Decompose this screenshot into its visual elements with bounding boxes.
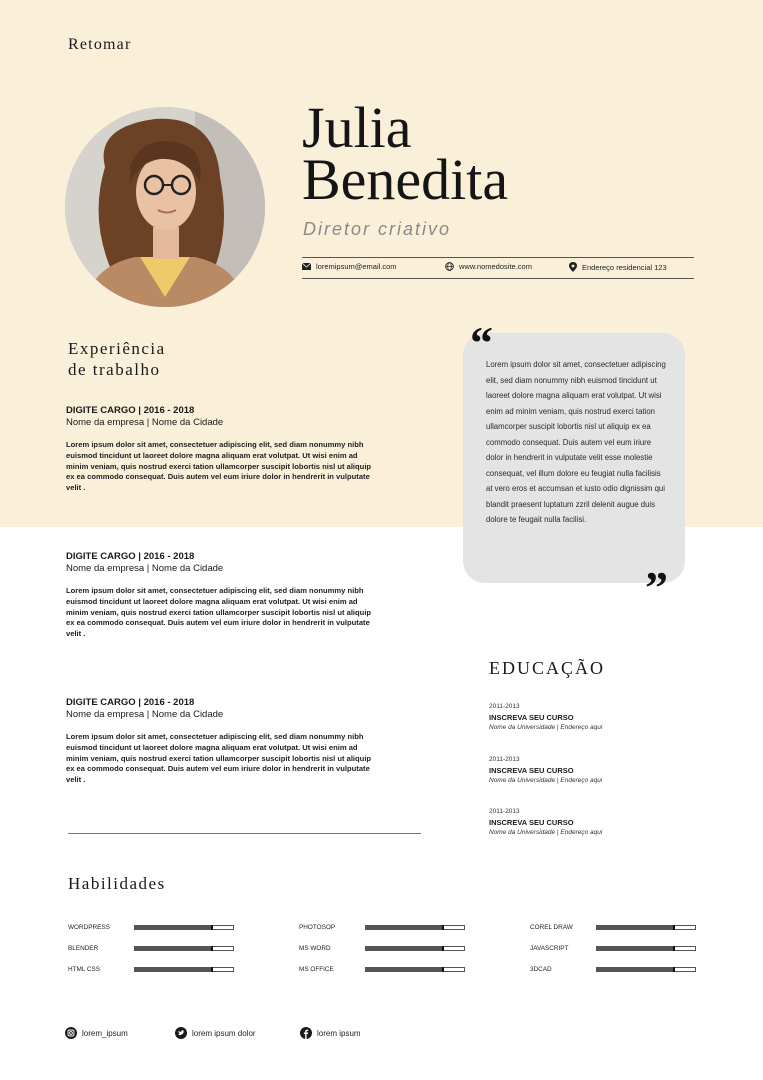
job-role: Diretor criativo: [303, 219, 452, 239]
skill-bar-marker: [673, 967, 675, 972]
skill-row: [530, 924, 696, 931]
education-entry: [489, 808, 602, 836]
education-title: EDUCAÇÃO: [489, 658, 606, 678]
profile-photo: [65, 107, 265, 307]
job-company: Nome da empresa | Nome da Cidade: [66, 709, 224, 720]
education-course: INSCREVA SEU CURSO: [489, 713, 574, 722]
skill-name: MS OFFICE: [299, 966, 334, 973]
skill-name: PHOTOSOP: [299, 924, 336, 931]
contact-email: [302, 262, 397, 271]
skill-row: [68, 924, 234, 931]
job-description: Lorem ipsum dolor sit amet, consectetuer adipiscing elit, sed diam nonummy nibh euismod tincidunt ut laoreet dolore magna aliquam erat volutpat. Ut wisi enim ad minim veniam, quis nostrud exerci tation ullamcorper suscipit lobortis nisl ut aliquip ex ea commodo consequat. Duis autem vel eum iriure dolor in hendrerit in vulputate velit .: [66, 440, 372, 493]
job-entry: [66, 405, 376, 494]
candidate-name: [302, 95, 509, 212]
address-text: Endereço residencial 123: [582, 262, 667, 272]
skill-bar: [365, 925, 465, 930]
portrait-image: [65, 107, 265, 307]
skill-bar-fill: [366, 926, 444, 929]
job-title: DIGITE CARGO | 2016 - 2018: [66, 405, 195, 416]
skill-name: MS WORD: [299, 945, 331, 952]
contact-bar: [302, 257, 694, 279]
instagram-handle: lorem_ipsum: [82, 1028, 128, 1038]
skill-name: BLENDER: [68, 945, 99, 952]
skill-bar: [596, 967, 696, 972]
skill-bar-fill: [366, 968, 444, 971]
skill-bar-fill: [597, 926, 675, 929]
instagram-icon: [65, 1027, 77, 1039]
skill-bar-fill: [135, 947, 213, 950]
skill-name: COREL DRAW: [530, 924, 573, 931]
skill-bar-fill: [135, 968, 213, 971]
envelope-icon: [302, 263, 311, 270]
skill-name: HTML CSS: [68, 966, 101, 973]
first-name: Julia: [302, 95, 412, 160]
social-twitter[interactable]: [175, 1027, 256, 1039]
education-course: INSCREVA SEU CURSO: [489, 818, 574, 827]
education-university: Nome da Universidade | Endereço aqui: [489, 829, 603, 836]
last-name: Benedita: [302, 147, 509, 212]
skill-name: WORDPRESS: [68, 924, 110, 931]
close-quote-icon: ”: [645, 562, 668, 613]
website-text: www.nomedosite.com: [459, 262, 532, 271]
skill-bar: [596, 925, 696, 930]
email-text: loremipsum@email.com: [316, 262, 397, 271]
skill-bar-marker: [211, 967, 213, 972]
experience-title-line2: de trabalho: [68, 360, 161, 379]
job-company: Nome da empresa | Nome da Cidade: [66, 417, 224, 428]
skill-bar-marker: [673, 925, 675, 930]
skill-bar-fill: [597, 968, 675, 971]
education-entry: [489, 756, 602, 784]
facebook-handle: lorem ipsum: [317, 1028, 361, 1038]
skill-row: [299, 924, 465, 931]
skill-row: [299, 945, 465, 952]
facebook-icon: [300, 1027, 312, 1039]
skill-name: 3DCAD: [530, 966, 552, 973]
job-description: Lorem ipsum dolor sit amet, consectetuer adipiscing elit, sed diam nonummy nibh euismod tincidunt ut laoreet dolore magna aliquam erat volutpat. Ut wisi enim ad minim veniam, quis nostrud exerci tation ullamcorper suscipit lobortis nisl ut aliquip ex ea commodo consequat. Duis autem vel eum iriure dolor in hendrerit in vulputate velit .: [66, 732, 372, 785]
skill-bar-marker: [442, 946, 444, 951]
twitter-icon: [175, 1027, 187, 1039]
skill-bar-fill: [366, 947, 444, 950]
skill-bar-marker: [673, 946, 675, 951]
skill-name: JAVASCRIPT: [530, 945, 569, 952]
social-facebook[interactable]: [300, 1027, 361, 1039]
skill-row: [299, 966, 465, 973]
skill-bar-marker: [442, 925, 444, 930]
skill-bar: [365, 946, 465, 951]
job-entry: [66, 551, 376, 640]
skill-bar-fill: [597, 947, 675, 950]
education-university: Nome da Universidade | Endereço aqui: [489, 777, 603, 784]
skill-bar-marker: [442, 967, 444, 972]
job-company: Nome da empresa | Nome da Cidade: [66, 563, 224, 574]
job-title: DIGITE CARGO | 2016 - 2018: [66, 697, 195, 708]
education-university: Nome da Universidade | Endereço aqui: [489, 724, 603, 731]
social-instagram[interactable]: [65, 1027, 128, 1039]
contact-address: [569, 262, 667, 272]
education-course: INSCREVA SEU CURSO: [489, 766, 574, 775]
twitter-handle: lorem ipsum dolor: [192, 1028, 256, 1038]
skill-bar: [596, 946, 696, 951]
skill-bar: [134, 925, 234, 930]
section-divider: [68, 833, 421, 834]
contact-website: [445, 262, 532, 271]
skill-row: [68, 945, 234, 952]
job-entry: [66, 697, 376, 786]
skill-row: [530, 945, 696, 952]
job-title: DIGITE CARGO | 2016 - 2018: [66, 551, 195, 562]
education-entry: [489, 703, 602, 731]
education-years: 2011-2013: [489, 808, 520, 815]
skill-row: [530, 966, 696, 973]
skill-bar-fill: [135, 926, 213, 929]
document-label: Retomar: [68, 36, 132, 53]
experience-title-line1: Experiência: [68, 339, 166, 358]
skill-bar-marker: [211, 925, 213, 930]
education-years: 2011-2013: [489, 703, 520, 710]
education-years: 2011-2013: [489, 756, 520, 763]
location-pin-icon: [569, 262, 577, 272]
skill-bar: [365, 967, 465, 972]
globe-icon: [445, 262, 454, 271]
skills-title: Habilidades: [68, 874, 166, 893]
skill-bar-marker: [211, 946, 213, 951]
quote-text: Lorem ipsum dolor sit amet, consectetuer adipiscing elit, sed diam nonummy nibh euismod tincidunt ut laoreet dolore magna aliquam erat volutpat. Ut wisi enim ad minim veniam, quis nostrud exerci tation ullamcorper suscipit lobortis nisl ut aliquip ex ea commodo consequat. Duis autem vel eum iriure dolor in hendrerit in vulputate velit esse molestie consequat, vel illum dolore eu feugiat nulla facilisis at vero eros et accumsan et iusto odio dignissim qui blandit praesent luptatum zzril delenit augue duis dolore te feugait nulla facilisi.: [486, 360, 666, 524]
job-description: Lorem ipsum dolor sit amet, consectetuer adipiscing elit, sed diam nonummy nibh euismod tincidunt ut laoreet dolore magna aliquam erat volutpat. Ut wisi enim ad minim veniam, quis nostrud exerci tation ullamcorper suscipit lobortis nisl ut aliquip ex ea commodo consequat. Duis autem vel eum iriure dolor in hendrerit in vulputate velit .: [66, 586, 372, 639]
skill-bar: [134, 967, 234, 972]
open-quote-icon: “: [470, 317, 493, 368]
experience-title: [68, 338, 166, 380]
skill-row: [68, 966, 234, 973]
skill-bar: [134, 946, 234, 951]
